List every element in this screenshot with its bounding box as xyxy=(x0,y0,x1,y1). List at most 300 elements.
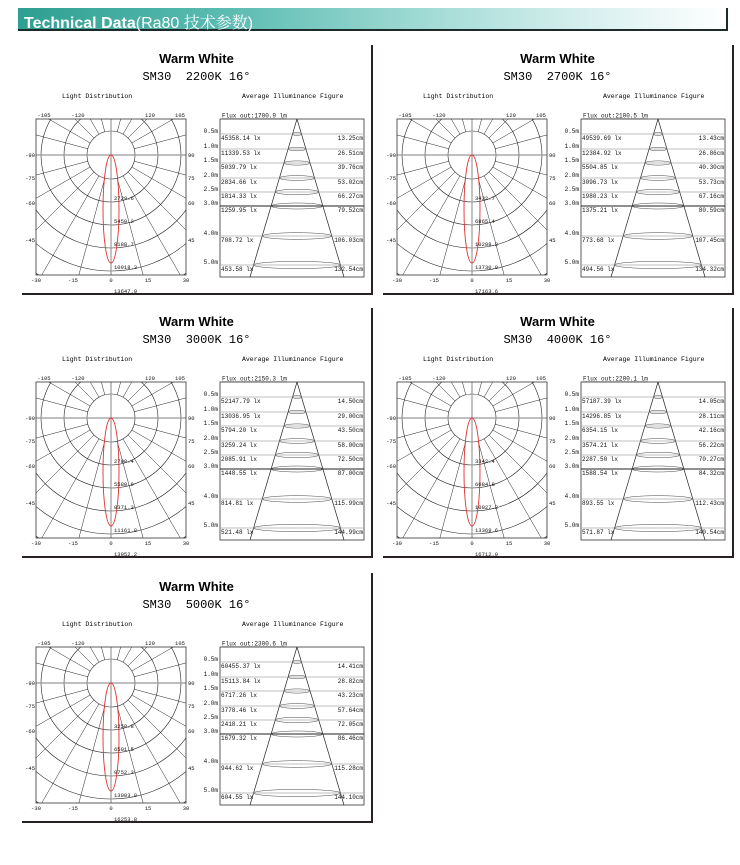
angle-label-bottom: 0 xyxy=(109,277,113,284)
lux-value: 57187.39 lx xyxy=(582,398,622,405)
angle-label-top: 120 xyxy=(506,375,516,382)
distance-label: 2.0m xyxy=(564,435,579,442)
polar-value-label: 3342.4 xyxy=(475,458,495,465)
lux-value: 14296.85 lx xyxy=(582,413,622,420)
angle-label-right: 45 xyxy=(188,765,195,772)
polar-value-label: 16712.0 xyxy=(475,551,499,558)
angle-label-top: 105 xyxy=(536,375,546,382)
beam-diameter: 42.16cm xyxy=(698,427,724,434)
polar-spoke xyxy=(0,695,90,783)
angle-label-left: -75 xyxy=(25,438,35,445)
average-illuminance-figure xyxy=(561,107,733,287)
distance-label: 1.5m xyxy=(203,685,218,692)
distance-label: 5.0m xyxy=(564,522,579,529)
angle-label-top: -105 xyxy=(37,640,51,647)
beam-diameter: 39.76cm xyxy=(337,164,363,171)
beam-diameter: 106.03cm xyxy=(334,237,363,244)
angle-label-bottom: 0 xyxy=(109,805,113,812)
panel-title: Warm White xyxy=(520,51,595,66)
illuminance-label: Average Illuminance Figure xyxy=(242,356,344,363)
beam-diameter: 56.22cm xyxy=(698,442,724,449)
angle-label-bottom: -15 xyxy=(68,277,78,284)
angle-label-bottom: 30 xyxy=(543,277,551,284)
angle-label-left: -60 xyxy=(25,463,35,470)
distance-label: 3.0m xyxy=(203,200,218,207)
lux-value: 60455.37 lx xyxy=(221,663,261,670)
beam-diameter: 67.16cm xyxy=(698,193,724,200)
lux-value: 5039.79 lx xyxy=(221,164,258,171)
lux-value: 3778.46 lx xyxy=(221,707,258,714)
angle-label-top: 120 xyxy=(145,112,155,119)
lux-value: 6717.26 lx xyxy=(221,692,258,699)
lux-value: 2834.66 lx xyxy=(221,179,258,186)
distance-label: 0.5m xyxy=(564,391,579,398)
polar-value-label: 13647.9 xyxy=(114,288,138,295)
light-distribution-polar-chart xyxy=(22,635,202,823)
spec-panel xyxy=(22,308,373,558)
angle-label-bottom: -30 xyxy=(31,540,41,547)
beam-diameter: 26.86cm xyxy=(698,150,724,157)
angle-label-top: 105 xyxy=(536,112,546,119)
distance-label: 0.5m xyxy=(203,656,218,663)
angle-label-bottom: 0 xyxy=(470,540,474,547)
polar-spoke xyxy=(123,176,211,328)
light-distribution-polar-chart xyxy=(22,370,202,558)
angle-label-right: 75 xyxy=(188,175,195,182)
lux-value: 453.58 lx xyxy=(221,266,254,273)
lux-value: 3574.21 lx xyxy=(582,442,619,449)
distance-label: 0.5m xyxy=(203,128,218,135)
polar-value-label: 10918.3 xyxy=(114,264,138,271)
distance-label: 1.0m xyxy=(564,143,579,150)
polar-spoke xyxy=(11,704,99,856)
polar-value-label: 13003.0 xyxy=(114,792,138,799)
distance-label: 4.0m xyxy=(203,493,218,500)
distance-label: 3.0m xyxy=(564,200,579,207)
angle-label-left: -60 xyxy=(25,728,35,735)
polar-value-label: 13952.2 xyxy=(114,551,138,558)
panel-model: SM30 2700K 16° xyxy=(503,70,612,84)
polar-spoke xyxy=(372,176,460,328)
beam-diameter: 112.43cm xyxy=(695,500,724,507)
cone-edge-left xyxy=(250,382,297,540)
light-distribution-label: Light Distribution xyxy=(62,93,133,100)
angle-label-bottom: 0 xyxy=(109,540,113,547)
angle-label-top: -120 xyxy=(71,375,85,382)
angle-label-top: 120 xyxy=(506,112,516,119)
lux-value: 13036.95 lx xyxy=(221,413,261,420)
distance-label: 3.0m xyxy=(564,463,579,470)
angle-label-top: 120 xyxy=(145,375,155,382)
angle-label-top: 105 xyxy=(175,640,185,647)
beam-diameter: 53.02cm xyxy=(337,179,363,186)
angle-label-right: 75 xyxy=(188,438,195,445)
angle-label-right: 90 xyxy=(188,152,195,159)
angle-label-right: 45 xyxy=(549,237,556,244)
polar-value-label: 6684.8 xyxy=(475,481,495,488)
beam-diameter: 28.82cm xyxy=(337,678,363,685)
beam-diameter: 132.54cm xyxy=(334,266,363,273)
beam-diameter: 29.00cm xyxy=(337,413,363,420)
distance-label: 1.0m xyxy=(203,143,218,150)
illuminance-label: Average Illuminance Figure xyxy=(242,93,344,100)
angle-label-right: 60 xyxy=(188,463,195,470)
angle-label-left: -90 xyxy=(386,152,396,159)
beam-diameter: 14.50cm xyxy=(337,398,363,405)
light-distribution-label: Light Distribution xyxy=(423,93,494,100)
lux-value: 5504.85 lx xyxy=(582,164,619,171)
beam-diameter: 58.00cm xyxy=(337,442,363,449)
angle-label-bottom: 30 xyxy=(543,540,551,547)
beam-diameter: 26.51cm xyxy=(337,150,363,157)
light-distribution-label: Light Distribution xyxy=(423,356,494,363)
beam-diameter: 140.54cm xyxy=(695,529,724,536)
beam-diameter: 115.28cm xyxy=(334,765,363,772)
beam-diameter: 43.23cm xyxy=(337,692,363,699)
beam-diameter: 144.10cm xyxy=(334,794,363,801)
flux-output: Flux out:2150.3 lm xyxy=(222,375,287,383)
polar-spoke xyxy=(0,631,88,677)
polar-spoke xyxy=(484,176,572,328)
angle-label-bottom: -30 xyxy=(31,805,41,812)
light-distribution-label: Light Distribution xyxy=(62,621,133,628)
lux-value: 5794.20 lx xyxy=(221,427,258,434)
polar-spoke xyxy=(484,439,572,591)
polar-value-label: 5580.9 xyxy=(114,481,134,488)
angle-label-left: -75 xyxy=(386,438,396,445)
distance-label: 0.5m xyxy=(203,391,218,398)
polar-spoke xyxy=(0,103,88,149)
flux-output: Flux out:1700.9 lm xyxy=(222,112,287,120)
lux-value: 45358.14 lx xyxy=(221,135,261,142)
lux-value: 1448.55 lx xyxy=(221,470,258,477)
distance-label: 4.0m xyxy=(203,230,218,237)
angle-label-right: 60 xyxy=(188,728,195,735)
lux-value: 1259.95 lx xyxy=(221,207,258,214)
angle-label-top: -120 xyxy=(432,112,446,119)
lux-value: 15113.84 lx xyxy=(221,678,261,685)
flux-output: Flux out:2200.1 lm xyxy=(583,375,648,383)
angle-label-left: -60 xyxy=(25,200,35,207)
average-illuminance-figure xyxy=(200,107,372,287)
beam-diameter: 107.45cm xyxy=(695,237,724,244)
panel-title: Warm White xyxy=(159,579,234,594)
polar-spoke xyxy=(0,161,88,207)
angle-label-left: -75 xyxy=(386,175,396,182)
beam-diameter: 72.05cm xyxy=(337,721,363,728)
polar-value-label: 2790.4 xyxy=(114,458,134,465)
distance-label: 4.0m xyxy=(564,493,579,500)
polar-spoke xyxy=(123,704,211,856)
illuminance-label: Average Illuminance Figure xyxy=(603,93,705,100)
angle-label-top: -105 xyxy=(37,375,51,382)
distance-label: 2.0m xyxy=(203,700,218,707)
polar-value-label: 10027.2 xyxy=(475,504,499,511)
angle-label-bottom: -15 xyxy=(429,540,439,547)
angle-label-right: 45 xyxy=(188,500,195,507)
angle-label-bottom: 15 xyxy=(144,805,152,812)
beam-diameter: 79.52cm xyxy=(337,207,363,214)
polar-spoke xyxy=(0,689,88,735)
angle-label-left: -90 xyxy=(25,415,35,422)
angle-label-top: -105 xyxy=(398,375,412,382)
spec-panel xyxy=(22,573,373,823)
beam-diameter: 72.50cm xyxy=(337,456,363,463)
distance-label: 5.0m xyxy=(203,787,218,794)
polar-value-label: 3432.7 xyxy=(475,195,495,202)
lux-value: 571.87 lx xyxy=(582,529,615,536)
angle-label-left: -45 xyxy=(386,237,396,244)
angle-label-top: -105 xyxy=(398,112,412,119)
lux-value: 52147.79 lx xyxy=(221,398,261,405)
lux-value: 1679.32 lx xyxy=(221,735,258,742)
lux-value: 1980.23 lx xyxy=(582,193,619,200)
angle-label-bottom: 15 xyxy=(144,277,152,284)
angle-label-left: -45 xyxy=(25,500,35,507)
distance-label: 2.5m xyxy=(203,186,218,193)
beam-diameter: 57.64cm xyxy=(337,707,363,714)
panel-model: SM30 2200K 16° xyxy=(142,70,251,84)
angle-label-left: -60 xyxy=(386,463,396,470)
panel-title: Warm White xyxy=(520,314,595,329)
angle-label-bottom: -15 xyxy=(68,805,78,812)
distance-label: 1.0m xyxy=(564,406,579,413)
beam-diameter: 14.05cm xyxy=(698,398,724,405)
lux-value: 2418.21 lx xyxy=(221,721,258,728)
lux-value: 521.48 lx xyxy=(221,529,254,536)
spec-panel xyxy=(383,308,734,558)
lux-value: 49539.69 lx xyxy=(582,135,622,142)
cone-edge-left xyxy=(250,647,297,805)
illuminance-label: Average Illuminance Figure xyxy=(242,621,344,628)
section-title xyxy=(24,10,253,33)
lux-value: 494.56 lx xyxy=(582,266,615,273)
distance-label: 1.0m xyxy=(203,406,218,413)
distance-label: 4.0m xyxy=(203,758,218,765)
angle-label-top: -105 xyxy=(37,112,51,119)
distance-label: 4.0m xyxy=(564,230,579,237)
polar-value-label: 6501.5 xyxy=(114,746,134,753)
angle-label-bottom: 15 xyxy=(505,540,513,547)
panel-title: Warm White xyxy=(159,314,234,329)
beam-diameter: 80.59cm xyxy=(698,207,724,214)
beam-diameter: 14.41cm xyxy=(337,663,363,670)
beam-diameter: 84.32cm xyxy=(698,470,724,477)
polar-value-label: 3250.8 xyxy=(114,723,134,730)
light-distribution-polar-chart xyxy=(22,107,202,295)
polar-spoke xyxy=(0,167,90,255)
beam-diameter: 66.27cm xyxy=(337,193,363,200)
illuminance-label: Average Illuminance Figure xyxy=(603,356,705,363)
polar-spoke xyxy=(11,439,99,591)
distance-label: 2.0m xyxy=(203,435,218,442)
lux-value: 3259.24 lx xyxy=(221,442,258,449)
beam-diameter: 86.46cm xyxy=(337,735,363,742)
beam-diameter: 87.00cm xyxy=(337,470,363,477)
distance-label: 2.0m xyxy=(564,172,579,179)
polar-value-label: 11161.8 xyxy=(114,527,138,534)
flux-output: Flux out:2100.5 lm xyxy=(583,112,648,120)
cone-edge-left xyxy=(611,119,658,277)
cone-edge-left xyxy=(611,382,658,540)
distance-label: 2.0m xyxy=(203,172,218,179)
distance-label: 2.5m xyxy=(203,449,218,456)
polar-value-label: 8371.3 xyxy=(114,504,134,511)
angle-label-right: 90 xyxy=(188,680,195,687)
angle-label-right: 90 xyxy=(549,152,556,159)
cone-edge-left xyxy=(250,119,297,277)
angle-label-bottom: 0 xyxy=(470,277,474,284)
angle-label-left: -60 xyxy=(386,200,396,207)
average-illuminance-figure xyxy=(200,370,372,550)
angle-label-bottom: 15 xyxy=(144,540,152,547)
beam-diameter: 13.25cm xyxy=(337,135,363,142)
polar-value-label: 8188.7 xyxy=(114,241,134,248)
angle-label-bottom: 30 xyxy=(182,540,190,547)
lux-value: 3096.73 lx xyxy=(582,179,619,186)
distance-label: 3.0m xyxy=(203,463,218,470)
section-header xyxy=(18,8,728,31)
polar-spoke xyxy=(0,430,90,518)
angle-label-bottom: 30 xyxy=(182,277,190,284)
lux-value: 1375.21 lx xyxy=(582,207,619,214)
lux-value: 773.68 lx xyxy=(582,237,615,244)
polar-value-label: 9752.3 xyxy=(114,769,134,776)
angle-label-right: 75 xyxy=(188,703,195,710)
angle-label-top: 105 xyxy=(175,375,185,382)
lux-value: 2085.91 lx xyxy=(221,456,258,463)
angle-label-right: 90 xyxy=(549,415,556,422)
polar-value-label: 13369.6 xyxy=(475,527,499,534)
polar-spoke xyxy=(0,424,88,470)
polar-value-label: 13730.9 xyxy=(475,264,499,271)
angle-label-left: -90 xyxy=(25,152,35,159)
angle-label-right: 75 xyxy=(549,175,556,182)
polar-value-label: 10298.2 xyxy=(475,241,499,248)
polar-spoke xyxy=(59,706,105,865)
angle-label-right: 75 xyxy=(549,438,556,445)
beam-diameter: 43.50cm xyxy=(337,427,363,434)
section-title-text: Technical Data xyxy=(24,15,136,32)
distance-label: 1.5m xyxy=(564,157,579,164)
angle-label-bottom: -15 xyxy=(68,540,78,547)
lux-value: 1588.54 lx xyxy=(582,470,619,477)
polar-spoke xyxy=(372,439,460,591)
average-illuminance-figure xyxy=(200,635,372,815)
lux-value: 12384.92 lx xyxy=(582,150,622,157)
polar-value-label: 17163.6 xyxy=(475,288,499,295)
lux-value: 2287.50 lx xyxy=(582,456,619,463)
polar-spoke xyxy=(11,176,99,328)
polar-spoke xyxy=(117,706,163,865)
polar-value-label: 5459.2 xyxy=(114,218,134,225)
distance-label: 2.5m xyxy=(564,186,579,193)
beam-diameter: 13.43cm xyxy=(698,135,724,142)
polar-spoke xyxy=(0,366,88,412)
polar-value-label: 16253.8 xyxy=(114,816,138,823)
beam-diameter: 53.73cm xyxy=(698,179,724,186)
beam-diameter: 115.99cm xyxy=(334,500,363,507)
polar-spoke xyxy=(123,439,211,591)
angle-label-top: 120 xyxy=(145,640,155,647)
spec-panel xyxy=(22,45,373,295)
panel-model: SM30 5000K 16° xyxy=(142,598,251,612)
section-subtitle: (Ra80 技术参数) xyxy=(135,15,254,32)
angle-label-left: -45 xyxy=(25,237,35,244)
spec-panel xyxy=(383,45,734,295)
lux-value: 814.81 lx xyxy=(221,500,254,507)
angle-label-bottom: -30 xyxy=(31,277,41,284)
beam-diameter: 28.11cm xyxy=(698,413,724,420)
distance-label: 5.0m xyxy=(203,259,218,266)
distance-label: 0.5m xyxy=(564,128,579,135)
distance-label: 1.0m xyxy=(203,671,218,678)
lux-value: 604.55 lx xyxy=(221,794,254,801)
distance-label: 1.5m xyxy=(564,420,579,427)
angle-label-bottom: 30 xyxy=(182,805,190,812)
beam-diameter: 70.27cm xyxy=(698,456,724,463)
flux-output: Flux out:2300.6 lm xyxy=(222,640,287,648)
light-distribution-polar-chart xyxy=(383,370,563,558)
angle-label-left: -45 xyxy=(386,500,396,507)
panel-title: Warm White xyxy=(159,51,234,66)
distance-label: 2.5m xyxy=(203,714,218,721)
beam-diameter: 40.30cm xyxy=(698,164,724,171)
angle-label-left: -90 xyxy=(386,415,396,422)
distance-label: 5.0m xyxy=(564,259,579,266)
lux-value: 6354.15 lx xyxy=(582,427,619,434)
distance-label: 1.5m xyxy=(203,157,218,164)
angle-label-right: 90 xyxy=(188,415,195,422)
angle-label-top: -120 xyxy=(432,375,446,382)
angle-label-top: -120 xyxy=(71,112,85,119)
lux-value: 708.72 lx xyxy=(221,237,254,244)
distance-label: 3.0m xyxy=(203,728,218,735)
light-distribution-polar-chart xyxy=(383,107,563,295)
lux-value: 11339.53 lx xyxy=(221,150,261,157)
light-distribution-label: Light Distribution xyxy=(62,356,133,363)
distance-label: 2.5m xyxy=(564,449,579,456)
angle-label-left: -75 xyxy=(25,175,35,182)
polar-value-label: 6865.4 xyxy=(475,218,495,225)
average-illuminance-figure xyxy=(561,370,733,550)
angle-label-left: -75 xyxy=(25,703,35,710)
angle-label-top: -120 xyxy=(71,640,85,647)
lux-value: 944.62 lx xyxy=(221,765,254,772)
distance-label: 1.5m xyxy=(203,420,218,427)
angle-label-bottom: -30 xyxy=(392,540,402,547)
lux-value: 1814.33 lx xyxy=(221,193,258,200)
angle-label-right: 60 xyxy=(188,200,195,207)
angle-label-right: 45 xyxy=(549,500,556,507)
angle-label-right: 60 xyxy=(549,200,556,207)
panel-model: SM30 4000K 16° xyxy=(503,333,612,347)
angle-label-left: -45 xyxy=(25,765,35,772)
panel-model: SM30 3000K 16° xyxy=(142,333,251,347)
polar-spoke xyxy=(420,441,466,611)
angle-label-right: 45 xyxy=(188,237,195,244)
angle-label-left: -90 xyxy=(25,680,35,687)
angle-label-bottom: 15 xyxy=(505,277,513,284)
distance-label: 5.0m xyxy=(203,522,218,529)
angle-label-top: 105 xyxy=(175,112,185,119)
polar-value-label: 2729.6 xyxy=(114,195,134,202)
lux-value: 893.55 lx xyxy=(582,500,615,507)
angle-label-bottom: -30 xyxy=(392,277,402,284)
beam-diameter: 144.99cm xyxy=(334,529,363,536)
angle-label-right: 60 xyxy=(549,463,556,470)
beam-diameter: 134.32cm xyxy=(695,266,724,273)
